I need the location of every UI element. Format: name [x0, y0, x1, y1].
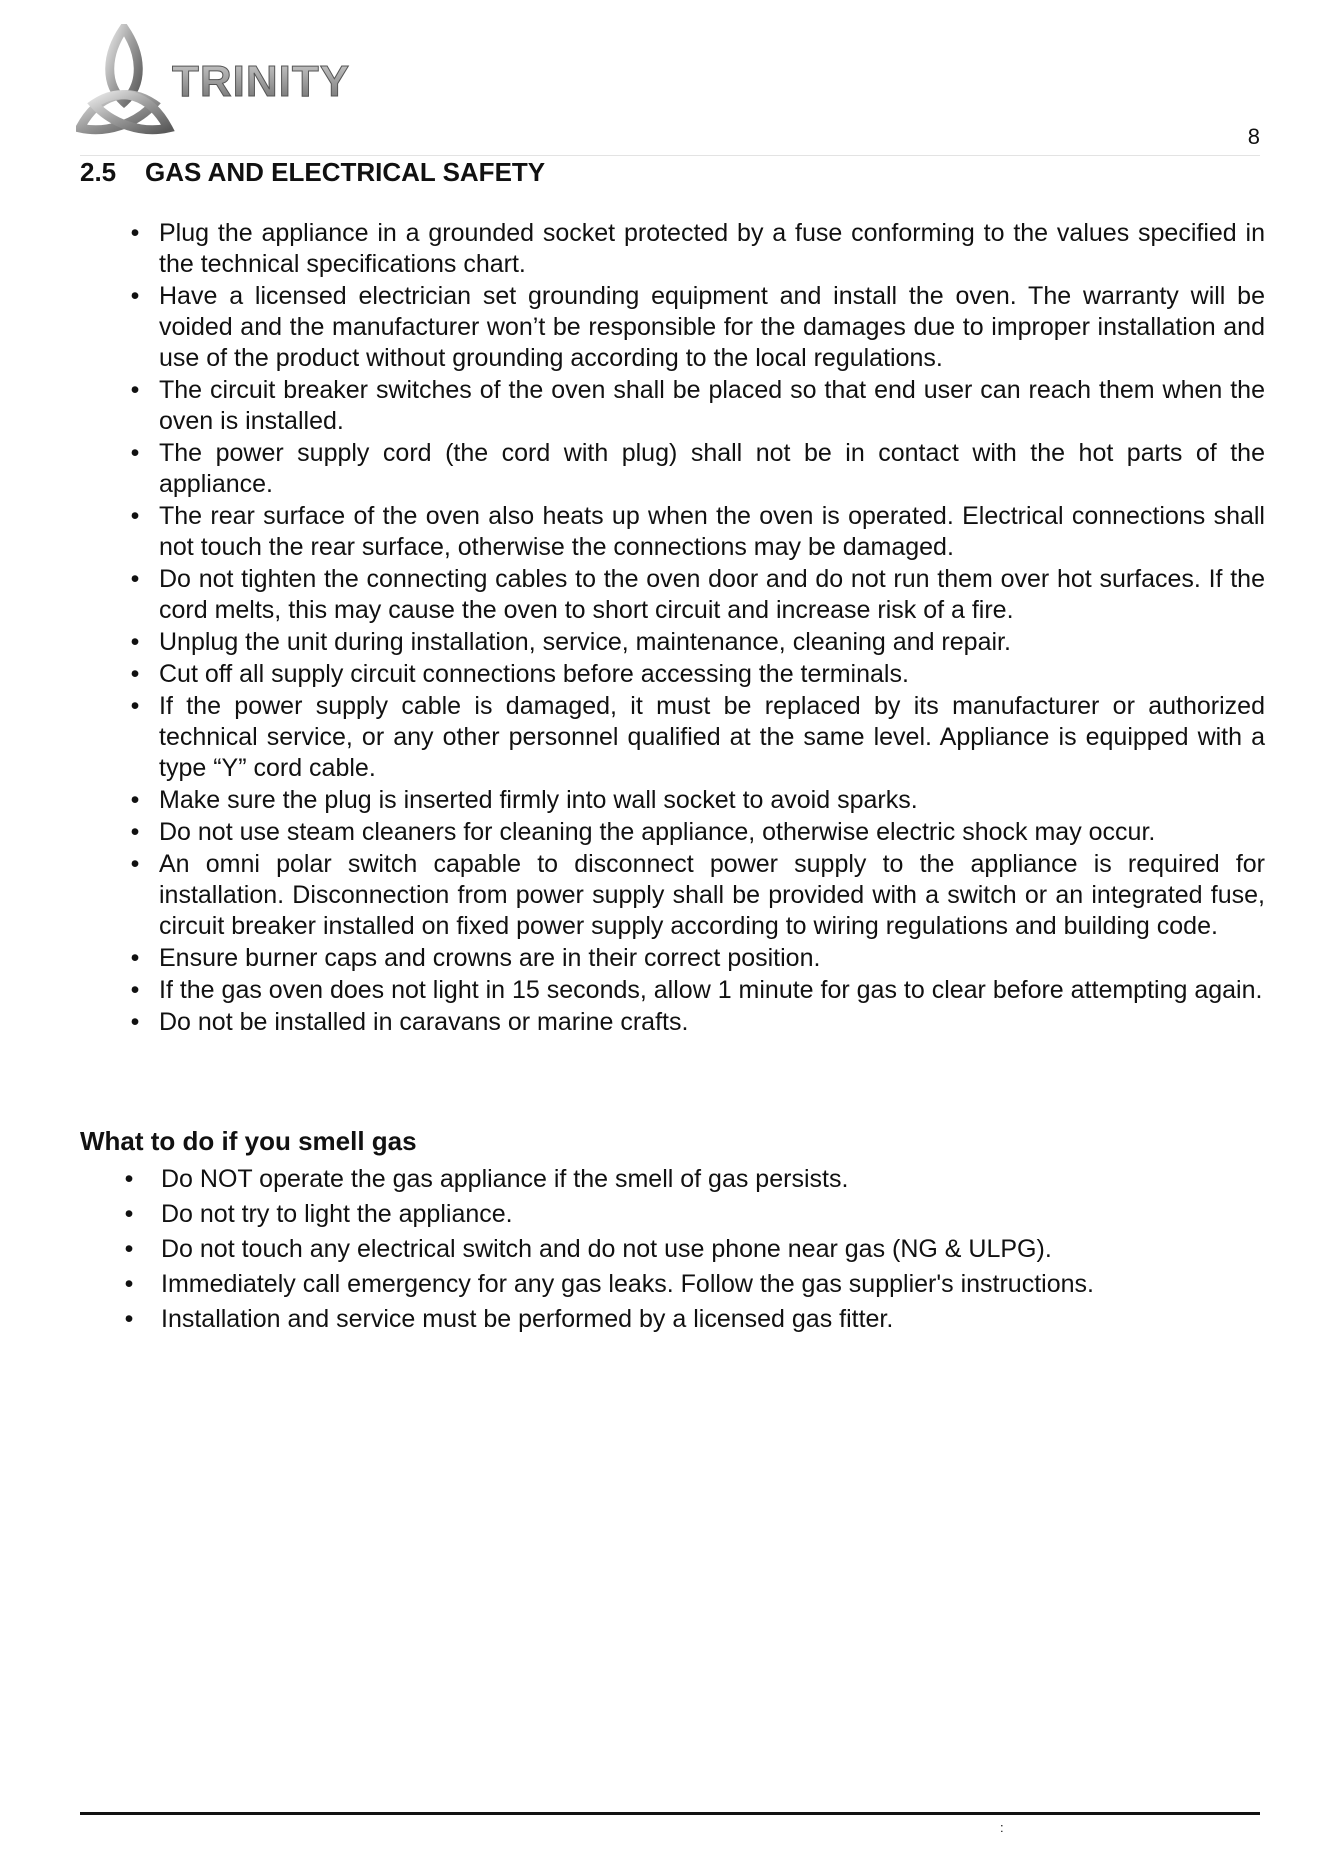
list-item: • Do not be installed in caravans or marine crafts. [130, 1008, 689, 1036]
footer-rule [80, 1812, 1260, 1815]
bullet-icon: • [130, 786, 140, 814]
page-number: 8 [1247, 124, 1260, 149]
list-item: • Plug the appliance in a grounded socket protected by a fuse conforming to the values specified in the technical specifications chart. [130, 219, 1265, 278]
bullet-icon: • [130, 628, 140, 656]
bullet-icon: • [130, 1008, 140, 1036]
bullet-icon: • [124, 1200, 134, 1228]
list-item: • Cut off all supply circuit connections before accessing the terminals. [130, 660, 909, 688]
list-item: • The power supply cord (the cord with plug) shall not be in contact with the hot parts of the appliance. [130, 439, 1265, 498]
list-item: • Make sure the plug is inserted firmly into wall socket to avoid sparks. [130, 786, 918, 814]
bullet-icon: • [124, 1165, 134, 1193]
bullet-icon: • [130, 219, 140, 247]
bullet-icon: • [124, 1305, 134, 1333]
bullet-icon: • [124, 1270, 134, 1298]
bullet-icon: • [130, 439, 140, 467]
list-item: • The circuit breaker switches of the oven shall be placed so that end user can reach them when the oven is installed. [130, 376, 1265, 435]
bullet-icon: • [130, 692, 140, 720]
list-item: • Do not try to light the appliance. [161, 1197, 1261, 1232]
list-item: • Immediately call emergency for any gas leaks. Follow the gas supplier's instructions. [161, 1267, 1261, 1302]
gas-smell-heading: What to do if you smell gas [80, 1126, 417, 1156]
bullet-icon: • [130, 660, 140, 688]
list-item: • If the power supply cable is damaged, it must be replaced by its manufacturer or authorized technical service, or any other personnel qualified at the same level. Appliance is equipped with a type “Y” cord cable. [130, 692, 1265, 782]
bullet-icon: • [130, 565, 140, 593]
bullet-icon: • [130, 818, 140, 846]
list-item: • Unplug the unit during installation, service, maintenance, cleaning and repair. [130, 628, 1011, 656]
bullet-icon: • [124, 1235, 134, 1263]
list-item: • Ensure burner caps and crowns are in their correct position. [130, 944, 821, 972]
logo-wordmark: TRINITY [172, 57, 351, 106]
bullet-icon: • [130, 376, 140, 404]
list-item: • Do not touch any electrical switch and do not use phone near gas (NG & ULPG). [161, 1232, 1261, 1267]
list-item: • If the gas oven does not light in 15 seconds, allow 1 minute for gas to clear before attempting again. [130, 976, 1263, 1004]
bullet-icon: • [130, 976, 140, 1004]
footer-mark: : [1000, 1820, 1004, 1835]
list-item: • Do not use steam cleaners for cleaning the appliance, otherwise electric shock may occur. [130, 818, 1156, 846]
bullet-icon: • [130, 282, 140, 310]
trinity-logo [76, 24, 396, 136]
list-item: • Have a licensed electrician set grounding equipment and install the oven. The warranty will be voided and the manufacturer won’t be responsible for the damages due to improper installation and use of the product without grounding according to the local regulations. [130, 282, 1265, 372]
section-number: 2.5 [80, 157, 117, 187]
list-item: • Do NOT operate the gas appliance if the smell of gas persists. [161, 1162, 1261, 1197]
bullet-icon: • [130, 850, 140, 878]
section-title: GAS AND ELECTRICAL SAFETY [145, 157, 546, 187]
list-item: • An omni polar switch capable to disconnect power supply to the appliance is required for installation. Disconnection from power supply shall be provided with a switch or an integrated fuse, circuit breaker installed on fixed power supply according to wiring regulations and building code. [130, 850, 1265, 940]
safety-list [130, 218, 1265, 1039]
list-item: • Installation and service must be performed by a licensed gas fitter. [161, 1302, 1261, 1337]
bullet-icon: • [130, 944, 140, 972]
header-rule [80, 155, 1260, 156]
section-heading [80, 157, 545, 188]
gas-smell-list [124, 1162, 1261, 1337]
list-item: • Do not tighten the connecting cables to the oven door and do not run them over hot surfaces. If the cord melts, this may cause the oven to short circuit and increase risk of a fire. [130, 565, 1265, 624]
list-item: • The rear surface of the oven also heats up when the oven is operated. Electrical connections shall not touch the rear surface, otherwise the connections may be damaged. [130, 502, 1265, 561]
bullet-icon: • [130, 502, 140, 530]
